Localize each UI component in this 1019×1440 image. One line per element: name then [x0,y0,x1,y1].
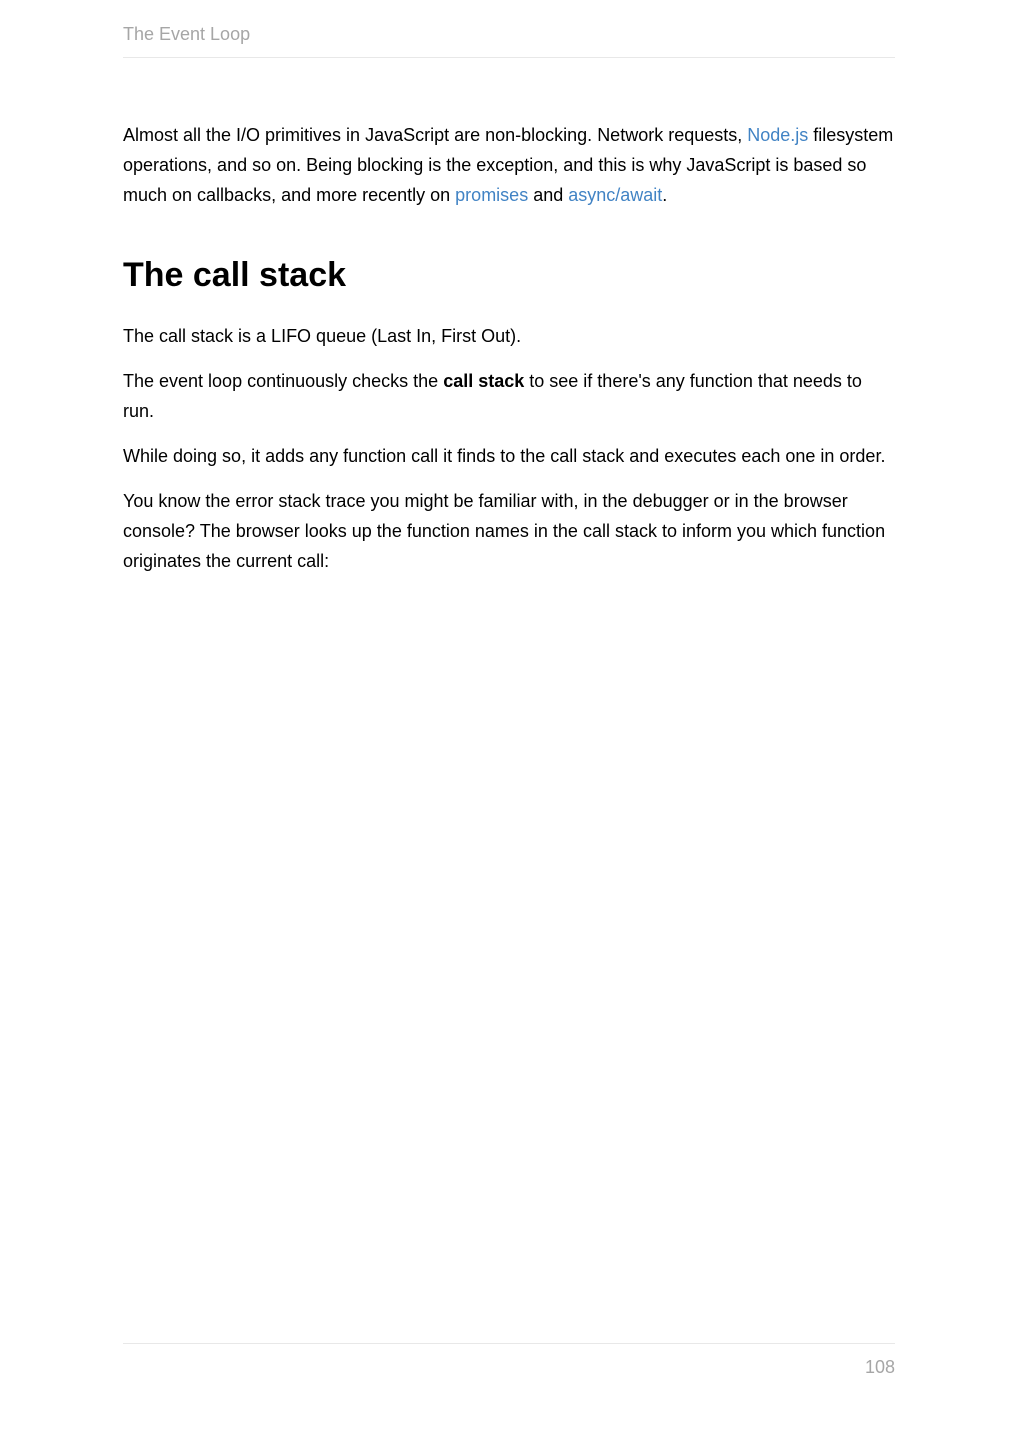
section-heading: The call stack [123,256,347,294]
paragraph-event-loop-after: to see if there's any function that needs to run. [123,371,862,421]
intro-text-2: filesystem operations, and so on. Being blocking is the exception, and this is why JavaScript is based so much on callbacks, and more recently on [123,125,894,205]
paragraph-event-loop [123,366,895,426]
page-header [123,22,895,58]
running-title: The Event Loop [123,24,251,44]
paragraph-stack-trace: You know the error stack trace you might be familiar with, in the debugger or in the browser console? The browser looks up the function names in the call stack to inform you which function originates the current call: [123,491,886,571]
intro-paragraph [123,120,895,210]
page-content [123,120,895,576]
page-footer [123,1343,895,1379]
page-number: 108 [864,1357,895,1377]
paragraph-execution-order: While doing so, it adds any function call it finds to the call stack and executes each one in order. [123,446,886,466]
promises-link[interactable]: promises [455,185,529,205]
paragraph-lifo: The call stack is a LIFO queue (Last In, First Out). [123,326,522,346]
paragraph-event-loop-before: The event loop continuously checks the [123,371,444,391]
intro-text-4: . [662,185,668,205]
intro-text-3: and [528,185,569,205]
async-await-link[interactable]: async/await [568,185,663,205]
intro-text-1: Almost all the I/O primitives in JavaScript are non-blocking. Network requests, [123,125,748,145]
nodejs-link[interactable]: Node.js [747,125,809,145]
call-stack-bold: call stack [443,371,525,391]
